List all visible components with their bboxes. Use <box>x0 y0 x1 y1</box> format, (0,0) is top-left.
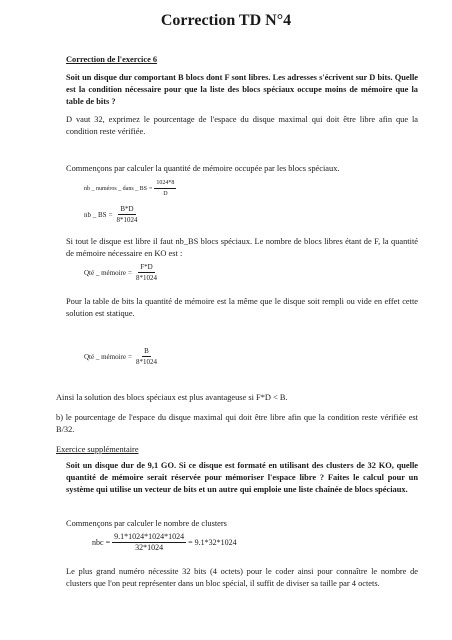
formula-lhs: nb _ numéros _ dans _ BS <box>84 185 147 192</box>
formula-fraction <box>134 262 159 283</box>
extra-exercise-paragraph-2: Le plus grand numéro nécessite 32 bits (4 octets) pour le coder ainsi pour connaître le nombre de clusters que l'on peut représenter dans un bloc spécial, il suffit de diviser sa taille par 4 octets. <box>66 567 418 588</box>
formula-denominator: 8*1024 <box>116 216 138 224</box>
extra-exercise-question: Soit un disque dur de 9,1 GO. Si ce disque est formaté en utilisant des clusters de 32 KO, quelle quantité de mémoire serait réservée pour mémoriser l'espace libre ? Faites le calcul pour un système qui utilise un vecteur de bits et un autre qui emploie une liste chaînée de blocs spéciaux. <box>66 461 418 494</box>
formula-denominator: 8*1024 <box>135 274 157 282</box>
formula-denominator: D <box>163 191 168 197</box>
formula-nb-numeros: nb _ numéros _ dans _ BS = $\frac{1024*8}{D}$ <box>84 180 175 197</box>
formula-fraction <box>154 178 176 199</box>
formula-lhs: Qté _ mémoire <box>84 352 126 361</box>
formula-numerator: B <box>144 347 149 355</box>
formula-lhs: nb _ BS <box>84 210 107 219</box>
formula-lhs: nbc <box>92 538 104 547</box>
formula-fraction <box>112 532 186 553</box>
exercise-6-paragraph-1: Commençons par calculer la quantité de mémoire occupée par les blocs spéciaux. <box>66 164 340 173</box>
section-heading-exercise-6: Correction de l'exercice 6 <box>66 55 158 64</box>
exercise-6-subquestion: D vaut 32, exprimez le pourcentage de l'espace du disque maximal qui doit être libre afin que la condition reste vérifiée. <box>66 115 418 136</box>
exercise-6-question: Soit un disque dur comportant B blocs dont F sont libres. Les adresses s'écrivent sur D bits. Quelle est la condition nécessaire pour que la liste des blocs spéciaux occupe moins de mémoire que la table de bits ? <box>66 73 418 106</box>
formula-numerator: 1024*8 <box>154 178 176 189</box>
exercise-6-conclusion: Ainsi la solution des blocs spéciaux est plus avantageuse si F*D < B. <box>56 393 288 402</box>
exercise-6-paragraph-2: Si tout le disque est libre il faut nb_BS blocs spéciaux. Le nombre de blocs libres étant de F, la quantité de mémoire nécessaire en KO est : <box>66 237 418 258</box>
page-title: Correction TD N°4 <box>160 12 292 29</box>
section-heading-extra-exercise: Exercice supplémentaire <box>56 445 139 454</box>
formula-fraction <box>115 204 140 225</box>
exercise-6-answer-b: b) le pourcentage de l'espace du disque maximal qui doit être libre afin que la condition reste vérifiée est B/32. <box>56 413 418 434</box>
formula-denominator: 32*1024 <box>135 543 164 552</box>
formula-numerator: 9.1*1024*1024*1024 <box>114 532 185 541</box>
formula-nb-bs: nb _ BS = $\frac{B*D}{8*1024}$ <box>84 205 138 224</box>
exercise-6-paragraph-3: Pour la table de bits la quantité de mémoire est la même que le disque soit rempli ou vide en effet cette solution est statique. <box>66 297 418 318</box>
formula-result: 9.1*32*1024 <box>194 538 237 547</box>
formula-denominator: 8*1024 <box>135 358 157 366</box>
formula-qte-memoire-liste: Qté _ mémoire = $\frac{F*D}{8*1024}$ <box>84 263 157 282</box>
formula-qte-memoire-table: Qté _ mémoire = $\frac{B}{8*1024}$ <box>84 347 157 366</box>
formula-numerator: F*D <box>140 263 153 271</box>
formula-nbc: nbc = $\frac{9.1*1024*1024*1024}{32*1024}$ = 9.1*32*1024 <box>92 532 237 552</box>
extra-exercise-paragraph-1: Commençons par calculer le nombre de clusters <box>66 519 227 528</box>
formula-numerator: B*D <box>120 205 134 213</box>
formula-fraction <box>134 346 159 367</box>
formula-lhs: Qté _ mémoire <box>84 268 126 277</box>
